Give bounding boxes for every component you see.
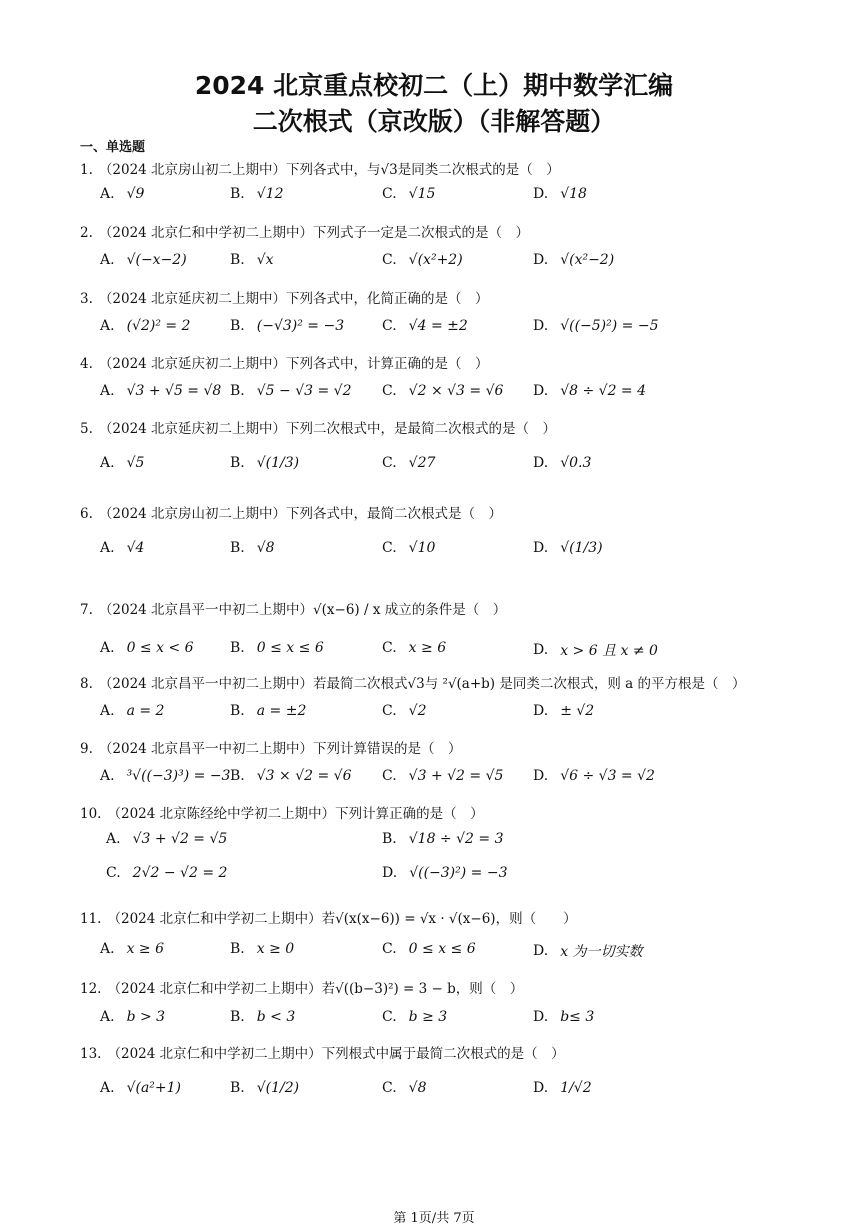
option-value: √(1/3) [256,455,300,471]
question-number: 3. [80,291,93,307]
options-row [100,768,820,796]
question-text: √(x−6) / x 成立的条件是（ ） [313,602,507,618]
question-3 [80,287,850,307]
question-text: 下列计算正确的是（ ） [335,806,484,822]
option-value: (−√3)² = −3 [256,318,345,334]
option-label: B. [230,540,245,556]
option-value: √5 [126,455,145,471]
option-value: √18 [560,186,587,202]
option-label: C. [106,865,121,881]
option-value: √((−3)²) = −3 [409,865,508,881]
option-b [230,455,299,471]
option-a [100,640,194,656]
options-row [100,455,820,483]
options-row [100,383,820,411]
option-label: C. [382,1080,397,1096]
option-b [230,540,275,556]
option-value: √3 + √5 = √8 [126,383,222,399]
option-d [533,186,587,202]
option-label: C. [382,186,397,202]
option-label: C. [382,540,397,556]
option-label: A. [100,1080,115,1096]
option-value: √3 × √2 = √6 [256,768,352,784]
page-footer: 第 1页/共 7页 [393,1211,475,1226]
option-label: A. [100,768,115,784]
question-source: （2024 北京房山初二上期中） [98,506,287,522]
options-row [100,252,820,280]
section-heading: 一、单选题 [80,140,146,155]
option-value: √8 [256,540,275,556]
question-number: 8. [80,676,93,692]
question-number: 12. [80,981,102,997]
option-label: D. [533,455,549,471]
question-number: 2. [80,225,93,241]
question-number: 11. [80,911,102,927]
option-a [100,252,187,268]
option-label: B. [230,252,245,268]
option-value: √5 − √3 = √2 [256,383,352,399]
options-row [100,1009,820,1037]
option-value: 2√2 − √2 = 2 [132,865,228,881]
option-value: √8 [408,1080,427,1096]
question-source: （2024 北京昌平一中初二上期中） [98,676,314,692]
option-label: A. [100,703,115,719]
question-13 [80,1042,850,1062]
option-label: C. [382,1009,397,1025]
option-label: A. [100,941,115,957]
question-text: 下列各式中，化简正确的是（ ） [286,291,489,307]
question-4 [80,352,850,372]
option-label: D. [533,943,549,959]
option-label: B. [230,318,245,334]
option-b [230,768,352,784]
option-value: x > 6 且 x ≠ 0 [560,643,658,659]
option-label: D. [533,1080,549,1096]
question-number: 6. [80,506,93,522]
option-value: √(1/3) [560,540,603,556]
question-number: 10. [80,806,102,822]
option-label: C. [382,383,397,399]
option-c [382,640,446,656]
option-c [382,318,468,334]
option-label: D. [533,768,549,784]
option-a [100,703,164,719]
option-label: D. [533,540,549,556]
option-value: √(a²+1) [126,1080,182,1096]
option-label: C. [382,455,397,471]
question-text: 下列二次根式中，是最简二次根式的是（ ） [286,421,557,437]
option-a [100,383,221,399]
option-c [382,186,435,202]
option-label: B. [230,1080,245,1096]
option-value: √((−5)²) = −5 [560,318,659,334]
option-value: ± √2 [560,703,595,719]
question-9 [80,737,850,757]
option-c [382,252,463,268]
option-b [230,640,324,656]
option-label: D. [533,252,549,268]
option-a [100,1009,165,1025]
option-label: A. [100,640,115,656]
option-value: √x [256,252,274,268]
option-label: B. [230,455,245,471]
option-c [382,703,427,719]
option-a [100,941,164,957]
option-value: b≤ 3 [560,1009,595,1025]
question-text: 若√(x(x−6)) = √x · √(x−6)，则（ ） [321,911,577,927]
option-b [230,383,352,399]
option-value: √2 [408,703,427,719]
option-b [230,1080,299,1096]
option-d [533,383,646,399]
options-row [100,318,820,346]
option-label: A. [100,540,115,556]
option-value: √4 [126,540,145,556]
question-source: （2024 北京房山初二上期中） [98,162,287,178]
option-c [382,1009,447,1025]
option-a [100,1080,181,1096]
option-c [382,455,435,471]
option-d [382,865,507,881]
question-source: （2024 北京陈经纶中学初二上期中） [107,806,336,822]
question-source: （2024 北京延庆初二上期中） [98,291,287,307]
question-10 [80,802,850,822]
question-11 [80,907,850,927]
option-label: B. [382,831,397,847]
option-value: b ≥ 3 [408,1009,448,1025]
option-value: (√2)² = 2 [126,318,191,334]
option-label: B. [230,186,245,202]
option-label: C. [382,318,397,334]
option-d [533,941,643,961]
option-value: √(x²+2) [408,252,463,268]
option-d [533,318,658,334]
option-label: B. [230,941,245,957]
question-source: （2024 北京仁和中学初二上期中） [107,1046,322,1062]
option-value: √0.3 [560,455,592,471]
question-source: （2024 北京昌平一中初二上期中） [98,741,314,757]
option-label: A. [100,1009,115,1025]
option-a [100,768,230,784]
option-d [533,540,603,556]
option-value: x ≥ 0 [256,941,295,957]
question-source: （2024 北京仁和中学初二上期中） [107,981,322,997]
question-source: （2024 北京昌平一中初二上期中） [98,602,314,618]
question-text: 下列各式中，与√3是同类二次根式的是（ ） [286,162,560,178]
option-value: √6 ÷ √3 = √2 [560,768,655,784]
option-b [230,186,284,202]
option-a [100,318,190,334]
option-value: b < 3 [256,1009,296,1025]
option-label: C. [382,252,397,268]
option-b [230,1009,295,1025]
option-d [533,640,658,660]
option-b [230,252,274,268]
option-c [382,941,476,957]
option-value: 0 ≤ x ≤ 6 [408,941,476,957]
option-label: B. [230,383,245,399]
question-1 [80,158,850,178]
option-value: b > 3 [126,1009,166,1025]
question-source: （2024 北京仁和中学初二上期中） [107,911,322,927]
option-b [230,318,344,334]
question-text: 下列式子一定是二次根式的是（ ） [313,225,530,241]
question-2 [80,221,850,241]
question-number: 13. [80,1046,102,1062]
option-label: B. [230,768,245,784]
option-c [382,540,435,556]
question-text: 下列计算错误的是（ ） [313,741,462,757]
question-8 [80,672,850,692]
option-value: √(1/2) [256,1080,300,1096]
question-source: （2024 北京延庆初二上期中） [98,356,287,372]
options-row [100,1080,820,1108]
option-label: C. [382,768,397,784]
option-label: D. [533,383,549,399]
option-value: a = 2 [126,703,165,719]
option-label: D. [533,642,549,658]
option-label: D. [533,186,549,202]
option-d [533,703,594,719]
question-source: （2024 北京仁和中学初二上期中） [98,225,314,241]
option-value: √9 [126,186,145,202]
question-6 [80,502,850,522]
option-value: √3 + √2 = √5 [132,831,228,847]
option-c [382,768,503,784]
question-text: 下列各式中，计算正确的是（ ） [286,356,489,372]
option-value: 0 ≤ x ≤ 6 [256,640,324,656]
question-number: 1. [80,162,93,178]
option-value: √12 [256,186,284,202]
option-value: √(−x−2) [126,252,187,268]
option-label: D. [533,318,549,334]
option-label: D. [382,865,398,881]
option-d [533,455,591,471]
option-label: A. [100,252,115,268]
option-label: D. [533,703,549,719]
option-label: B. [230,1009,245,1025]
option-label: A. [106,831,121,847]
question-number: 9. [80,741,93,757]
option-value: a = ±2 [256,703,307,719]
option-d [533,252,614,268]
option-a [100,455,144,471]
option-value: √27 [408,455,436,471]
option-d [533,1009,594,1025]
option-value: √4 = ±2 [408,318,468,334]
question-number: 4. [80,356,93,372]
question-source: （2024 北京延庆初二上期中） [98,421,287,437]
options-row [100,540,820,568]
option-a [100,540,144,556]
option-d [533,768,655,784]
option-value: x 为一切实数 [560,944,643,960]
option-b [382,831,503,847]
option-b [230,703,306,719]
option-label: A. [100,383,115,399]
option-label: C. [382,941,397,957]
option-value: √15 [408,186,436,202]
option-d [533,1080,592,1096]
options-row [100,941,820,969]
question-12 [80,977,850,997]
option-label: A. [100,318,115,334]
option-value: x ≥ 6 [126,941,164,957]
option-c [382,383,503,399]
option-label: A. [100,186,115,202]
option-label: D. [533,1009,549,1025]
option-value: 1/√2 [560,1080,592,1096]
option-value: √3 + √2 = √5 [408,768,504,784]
option-value: √8 ÷ √2 = 4 [560,383,647,399]
question-text: 下列根式中属于最简二次根式的是（ ） [321,1046,565,1062]
page-title: 2024 北京重点校初二（上）期中数学汇编 [194,71,674,100]
option-value: √2 × √3 = √6 [408,383,504,399]
option-value: 0 ≤ x < 6 [126,640,194,656]
question-text: 若最简二次根式√3与 ²√(a+b) 是同类二次根式，则 a 的平方根是（ ） [313,676,746,692]
question-number: 7. [80,602,93,618]
option-value: √18 ÷ √2 = 3 [408,831,504,847]
option-a [100,186,144,202]
option-value: √(x²−2) [560,252,615,268]
option-b [230,941,294,957]
question-7 [80,598,850,618]
option-value: x ≥ 6 [408,640,447,656]
option-label: A. [100,455,115,471]
option-c [382,1080,427,1096]
option-label: B. [230,640,245,656]
options-row [100,703,820,731]
option-label: C. [382,640,397,656]
question-5 [80,417,850,437]
option-label: B. [230,703,245,719]
page-subtitle: 二次根式（京改版）（非解答题） [252,107,616,136]
question-text: 若√((b−3)²) = 3 − b，则（ ） [321,981,524,997]
question-number: 5. [80,421,93,437]
option-value: ³√((−3)³) = −3 [126,768,231,784]
option-value: √10 [408,540,436,556]
option-label: C. [382,703,397,719]
options-row [100,186,820,214]
options-row [100,640,820,668]
question-text: 下列各式中，最简二次根式是（ ） [286,506,503,522]
